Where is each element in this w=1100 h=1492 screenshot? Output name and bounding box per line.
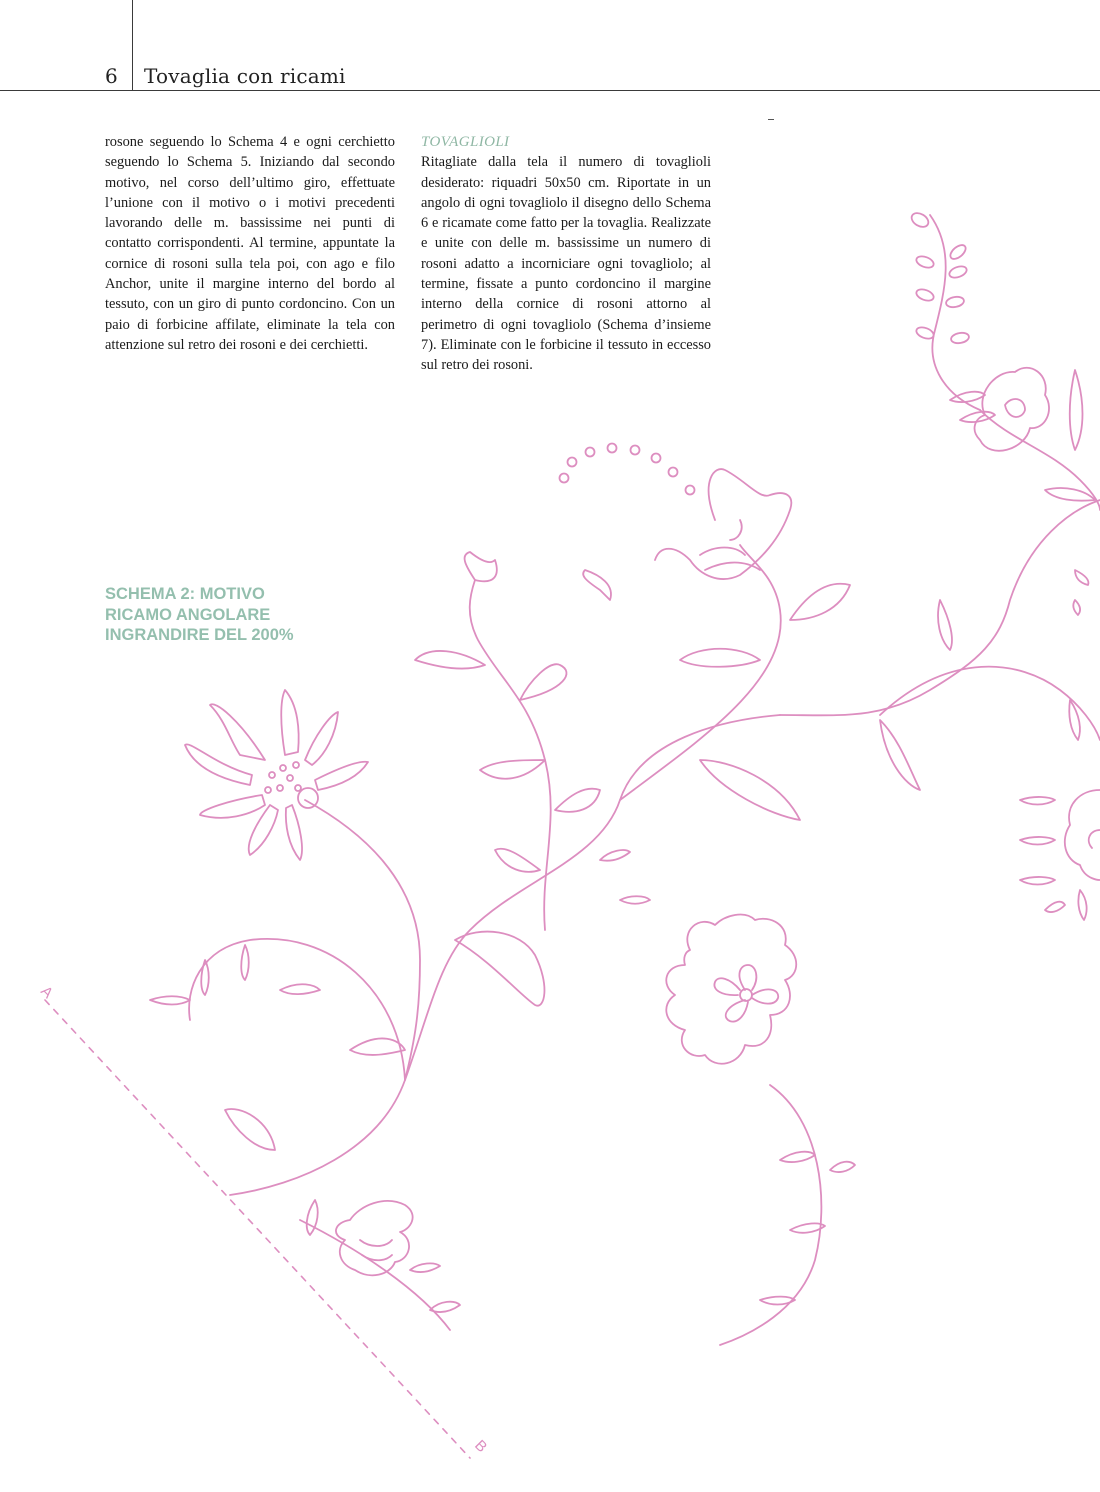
stem-lower-right — [720, 1085, 821, 1345]
section-heading-tovaglioli: TOVAGLIOLI — [421, 134, 510, 150]
label-a: A — [37, 982, 57, 1002]
stem-flower-left — [305, 800, 420, 1080]
tulip-flower-bottom — [336, 1201, 413, 1275]
running-header-title: Tovaglia con ricami — [144, 64, 346, 88]
flower-right-edge — [1065, 790, 1100, 880]
rose-top-right — [975, 368, 1049, 451]
tulip-flower-top — [655, 469, 791, 579]
schema-caption-line-2: RICAMO ANGOLARE — [105, 605, 271, 624]
stem-right-lower — [880, 667, 1100, 740]
page-number: 6 — [105, 64, 118, 88]
stem-left-branch — [189, 939, 405, 1080]
schema-caption-line-3: INGRANDIRE DEL 200% — [105, 626, 294, 644]
stem-up-branch — [470, 580, 551, 930]
leaves — [150, 370, 1095, 1312]
left-column-paragraph: rosone seguendo lo Schema 4 e ogni cerchietto seguendo lo Schema 5. Iniziando dal secondo motivo, nel corso dell’ultimo giro, effettuate l’unione con il motivo o i motivi precedenti lavorando delle m. bassissime nei punti di contatto corrispondenti. Al termine, appuntate la cornice di rosoni sulla tela poi, con ago e filo Anchor, unite il margine interno del bordo al tessuto, con un giro di punto cordoncino. Con un paio di forbicine affilate, eliminate la tela con attenzione sul retro dei rosoni e dei cerchietti. — [105, 134, 395, 353]
stem-top-right-vine — [930, 215, 980, 410]
daisy-flower-left — [185, 690, 368, 860]
stem-right — [780, 500, 1100, 715]
large-flower-lower — [666, 915, 796, 1064]
schema-caption-line-1: SCHEMA 2: MOTIVO — [105, 585, 265, 603]
main-stem — [230, 715, 780, 1195]
label-b: B — [471, 1436, 491, 1456]
right-column-paragraph: Ritagliate dalla tela il numero di tovaglioli desiderato: riquadri 50x50 cm. Riportate in un angolo di ogni tovagliolo il disegno dello Schema 6 e ricamate come fatto per la tovaglia. Realizzate e unite con delle m. bassissime un numero di rosoni adatto a incorniciare ogni tovagliolo; al termine, fissate a punto cordoncino il margine interno della cornice di rosoni attorno al perimetro di ogni tovagliolo (Schema d’insieme 7). Eliminate con le forbicine il tessuto in eccesso sul retro dei rosoni. — [421, 154, 711, 374]
dots-arc — [560, 444, 695, 495]
